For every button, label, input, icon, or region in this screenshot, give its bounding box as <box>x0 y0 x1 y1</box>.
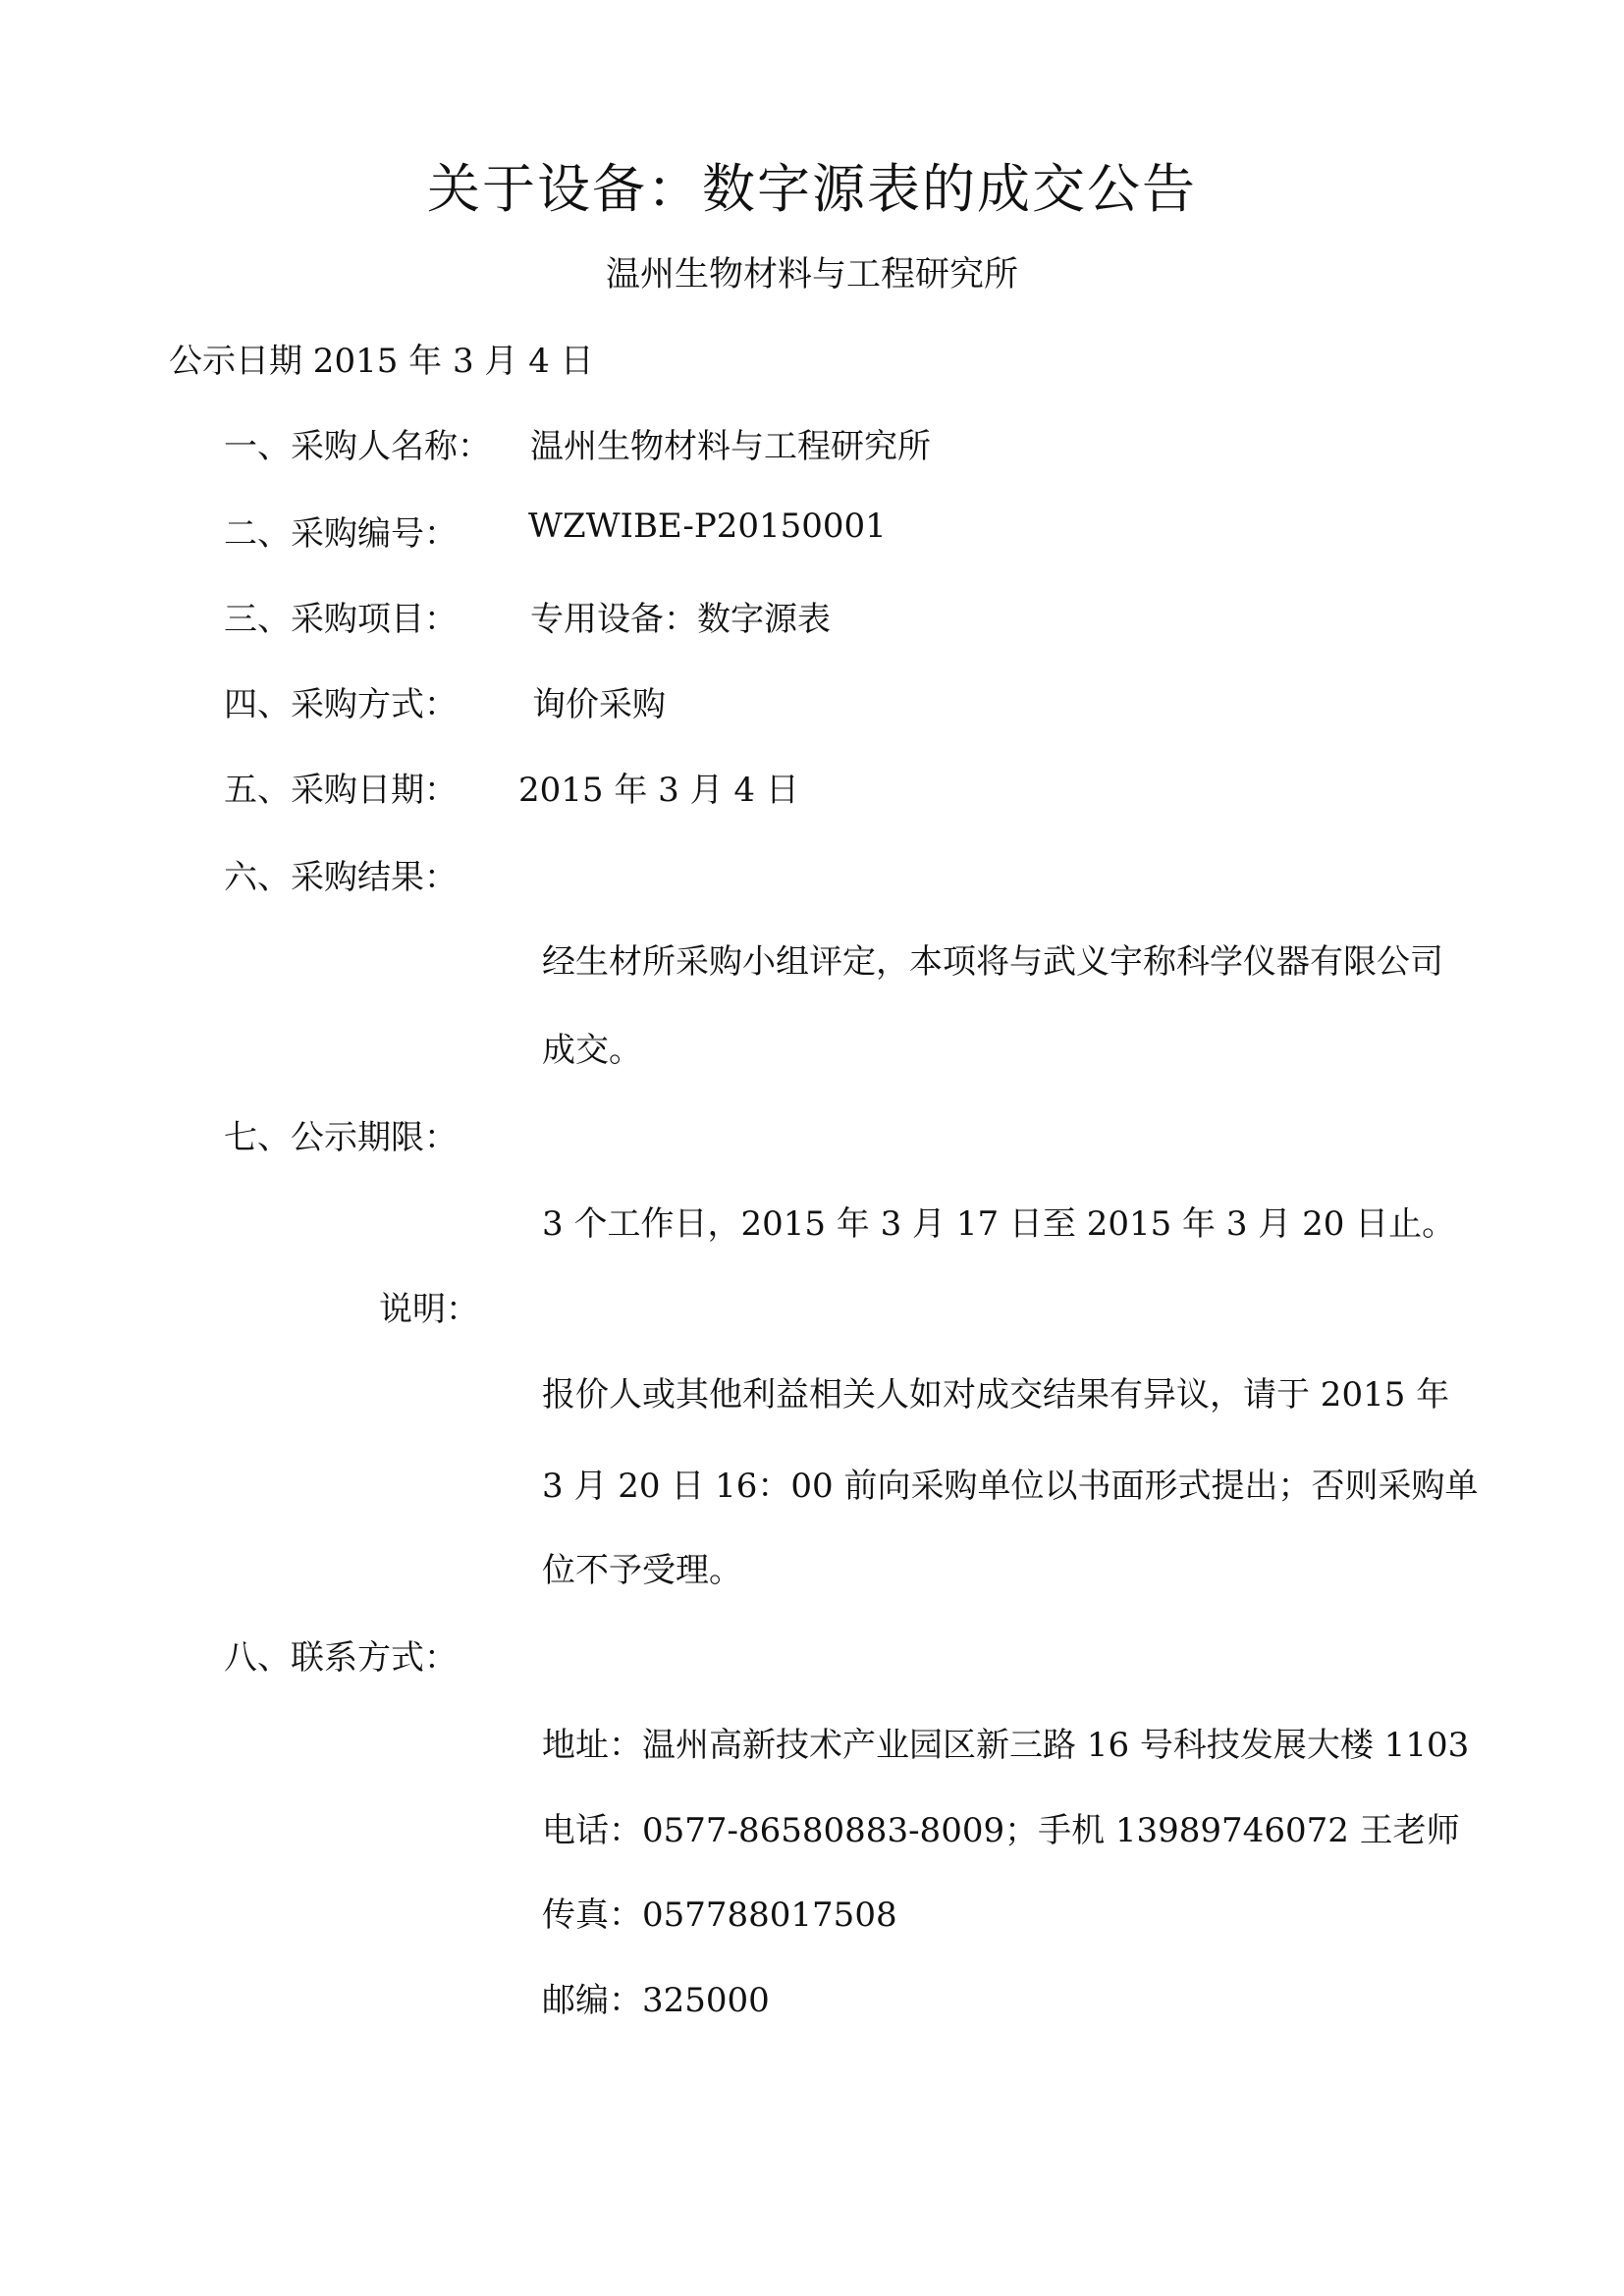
project-label: 三、采购项目： <box>224 600 458 639</box>
organization-subtitle: 温州生物材料与工程研究所 <box>605 255 1018 294</box>
period-value: 3 个工作日，2015 年 3 月 17 日至 2015 年 3 月 20 日止。 <box>542 1204 1456 1244</box>
note-label: 说明： <box>379 1290 479 1329</box>
date-value: 2015 年 3 月 4 日 <box>518 771 799 810</box>
note-text-line-1: 报价人或其他利益相关人如对成交结果有异议，请于 2015 年 <box>542 1375 1450 1415</box>
number-label: 二、采购编号： <box>224 514 458 554</box>
contact-address: 地址：温州高新技术产业园区新三路 16 号科技发展大楼 1103 <box>542 1726 1470 1765</box>
note-text-line-3: 位不予受理。 <box>542 1551 742 1590</box>
result-label: 六、采购结果： <box>224 858 458 897</box>
method-label: 四、采购方式： <box>224 685 458 724</box>
period-label: 七、公示期限： <box>224 1118 458 1157</box>
result-text-line-1: 经生材所采购小组评定，本项将与武义宇称科学仪器有限公司 <box>542 942 1443 982</box>
contact-label: 八、联系方式： <box>224 1638 458 1678</box>
number-value: WZWIBE-P20150001 <box>528 507 887 546</box>
project-value: 专用设备：数字源表 <box>530 600 831 639</box>
contact-fax: 传真：057788017508 <box>542 1896 897 1935</box>
result-text-line-2: 成交。 <box>542 1031 642 1070</box>
method-value: 询价采购 <box>532 685 666 724</box>
page-title: 关于设备：数字源表的成交公告 <box>427 158 1197 220</box>
contact-postcode: 邮编：325000 <box>542 1981 770 2020</box>
purchaser-value: 温州生物材料与工程研究所 <box>530 427 931 466</box>
publish-date: 公示日期 2015 年 3 月 4 日 <box>169 342 594 381</box>
contact-phone: 电话：0577-86580883-8009；手机 13989746072 王老师 <box>542 1811 1460 1850</box>
purchaser-label: 一、采购人名称： <box>224 427 491 466</box>
date-label: 五、采购日期： <box>224 771 458 810</box>
note-text-line-2: 3 月 20 日 16：00 前向采购单位以书面形式提出；否则采购单 <box>542 1467 1479 1506</box>
